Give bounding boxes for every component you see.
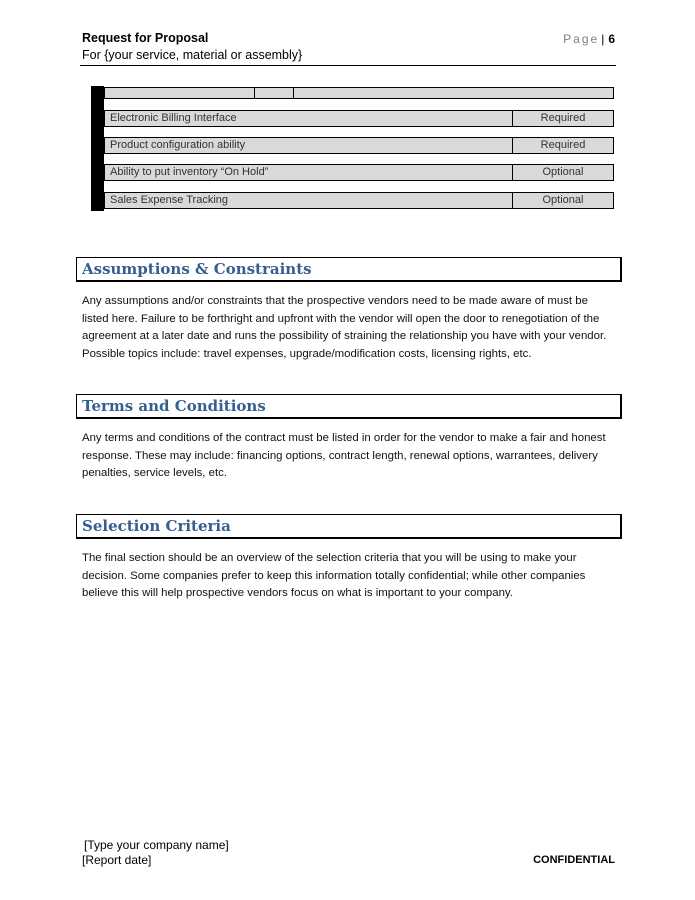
table-side-bar [91,86,104,211]
footer-confidential: CONFIDENTIAL [533,854,615,866]
requirement-status: Optional [512,165,613,180]
document-subtitle: For {your service, material or assembly} [82,48,303,62]
requirement-status: Required [512,111,613,126]
table-row [104,110,614,127]
requirement-status: Optional [512,193,613,208]
requirement-label: Sales Expense Tracking [110,194,229,206]
footer-company-name: [Type your company name] [84,838,229,852]
requirement-label: Product configuration ability [110,139,246,151]
table-row [104,164,614,181]
section-heading-assumptions: Assumptions & Constraints [76,257,622,282]
section-heading-selection: Selection Criteria [76,514,622,539]
table-header-row [104,87,614,99]
section-body-assumptions: Any assumptions and/or constraints that the prospective vendors need to be made aware of must be listed here. Failure to be forthright and upfront with the vendor will open the door to renegotiation of the agreement at a later date and runs the possibility of straining the relationship you have with your vendor. Possible topics include: travel expenses, upgrade/modification costs, licensing rights, etc. [82,295,607,360]
table-row [104,192,614,209]
footer-report-date: [Report date] [82,853,152,867]
requirement-status: Required [512,138,613,153]
requirements-table [91,86,614,211]
page-number: Page | 6 [563,32,615,46]
table-row [104,137,614,154]
page-number-value: 6 [608,32,615,46]
page-label: Page [563,32,600,46]
requirement-label: Ability to put inventory “On Hold” [110,166,269,178]
header-divider [80,65,616,66]
section-body-terms: Any terms and conditions of the contract must be listed in order for the vendor to make a fair and honest response. These may include: financing options, contract length, renewal options, warrantees, delivery penalties, service levels, etc. [82,432,606,479]
section-heading-terms: Terms and Conditions [76,394,622,419]
section-body-selection: The final section should be an overview of the selection criteria that you will be using to make your decision. Some companies prefer to keep this information totally confidential; while other companies believe this will help prospective vendors focus on what is important to your company. [82,552,586,599]
requirement-label: Electronic Billing Interface [110,112,237,124]
document-title: Request for Proposal [82,31,209,45]
